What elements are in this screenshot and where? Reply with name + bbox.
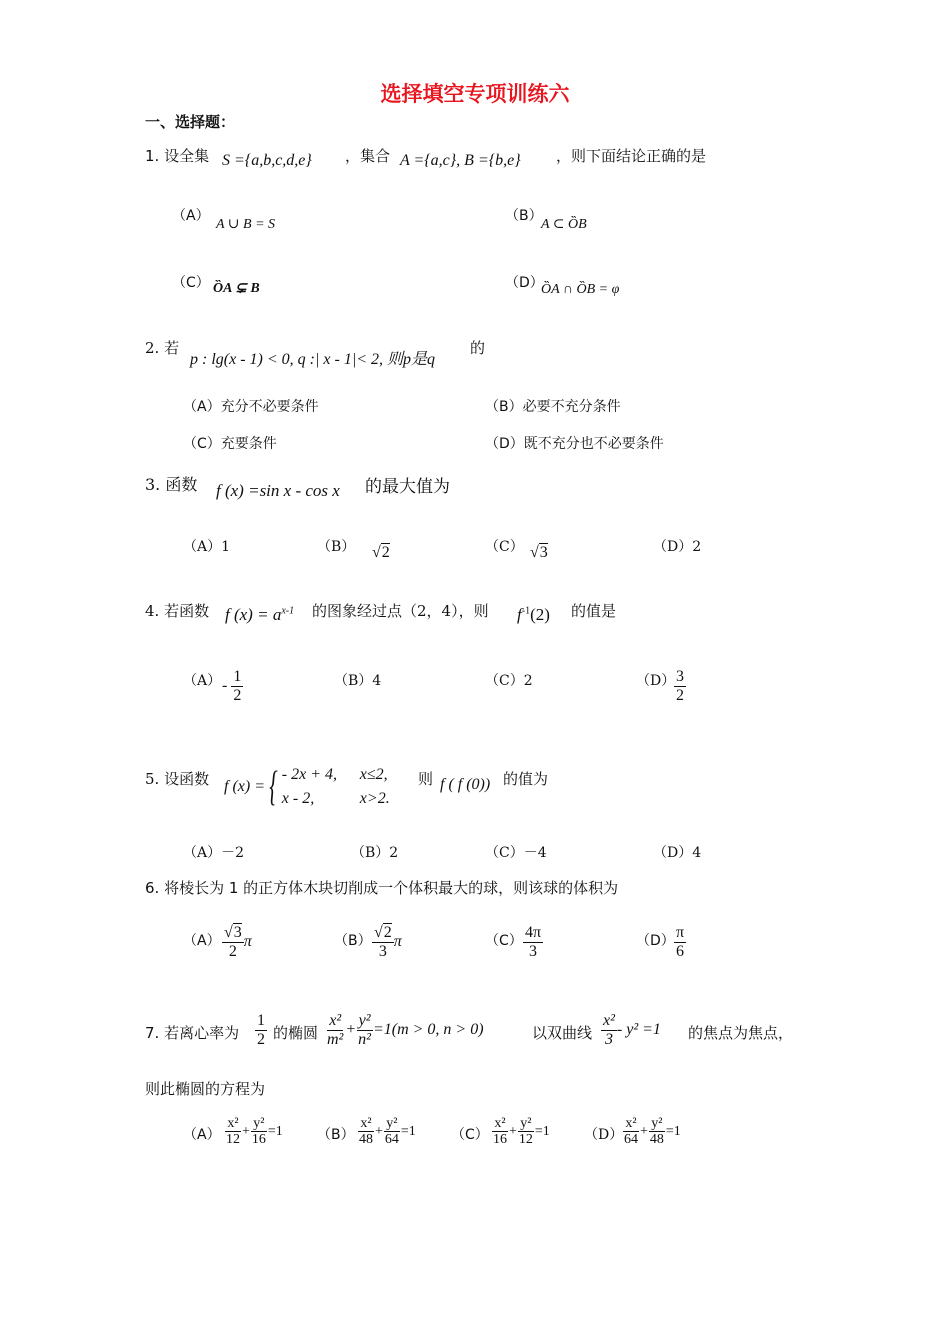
fraction: $\frac{\text{x²}}{3}$ <box>603 1012 615 1048</box>
q6-option-a-label: （A） <box>183 933 221 949</box>
q1-option-d: ȌA ∩ ȌB = φ <box>541 282 620 297</box>
q5-post: 的值为 <box>503 770 549 788</box>
q3-option-a: （A）1 <box>183 539 231 555</box>
q6-option-d <box>674 924 686 960</box>
fraction: $\frac{\pi}{6}$ <box>676 924 685 960</box>
fraction: $\frac{√2}{3}$ <box>374 924 392 960</box>
q1-option-b: A ⊂ ȌB <box>541 217 587 232</box>
q7-option-d-label: （D） <box>584 1127 624 1143</box>
cases: - 2x + 4, x≤2, x - 2, x>2. <box>281 766 390 807</box>
q7-option-b: $\frac{\text{x²}}{48}$ + $\frac{\text{y²}}{64}$ =1 <box>359 1116 416 1148</box>
fraction: $\frac{1}{2}$ <box>257 1012 265 1048</box>
q7-eccentricity <box>255 1012 267 1048</box>
fraction: $\frac{\text{y²}}{\text{n²}}$ <box>358 1012 371 1048</box>
q2-num: 2. 若 <box>145 339 180 357</box>
q7-option-a: $\frac{\text{x²}}{12}$ + $\frac{\text{y²}}{16}$ =1 <box>226 1116 283 1148</box>
q4-option-a: - $\frac{1}{2}$ <box>222 668 242 704</box>
q3-math: f (x) =sin x - cos x <box>216 481 340 500</box>
q3-option-d: （D）2 <box>653 539 702 555</box>
q1-post: ，则下面结论正确的是 <box>556 147 707 165</box>
q2-option-b: （B）必要不充分条件 <box>485 399 621 415</box>
q4-option-d-label: （D） <box>636 673 676 689</box>
q5-option-d: （D）4 <box>653 845 702 861</box>
q4-mid: 的图象经过点（2，4），则 <box>312 602 489 620</box>
q7-ellipse: $\frac{\text{x²}}{\text{m²}}$ + $\frac{\text{y²}}{\text{n²}}$ =1(m > 0, n > 0) <box>327 1012 484 1048</box>
fraction: $\frac{\text{x²}}{16}$ <box>493 1116 507 1148</box>
q1-option-c-label: （C） <box>172 275 210 291</box>
q4-num: 4. 若函数 <box>145 602 210 620</box>
q6-option-c-label: （C） <box>485 933 523 949</box>
fraction: $\frac{\text{x²}}{64}$ <box>624 1116 638 1148</box>
section-heading: 一、选择题： <box>145 113 236 131</box>
fraction: $\frac{\text{y²}}{16}$ <box>251 1116 266 1148</box>
q5-option-b: （B）2 <box>351 845 399 861</box>
q5-expr: f ( f (0)) <box>440 776 491 793</box>
q4-inverse: $f^{-1}(2)$ <box>517 605 550 624</box>
fraction: $\frac{\text{y²}}{48}$ <box>649 1116 664 1148</box>
q7-option-c-label: （C） <box>451 1127 489 1143</box>
sqrt-symbol: √3 <box>530 544 548 561</box>
q3-option-c-label: （C） <box>485 539 524 555</box>
q2-option-d: （D）既不充分也不必要条件 <box>485 436 664 452</box>
q6-option-c <box>523 924 543 960</box>
fraction: $\frac{\text{x²}}{48}$ <box>359 1116 373 1148</box>
sqrt-symbol: √2 <box>372 544 390 561</box>
q7-option-a-label: （A） <box>183 1127 221 1143</box>
q7-hyperbola: $\frac{\text{x²}}{3}$ - y² =1 <box>603 1012 661 1048</box>
q4-option-d <box>674 668 686 704</box>
q5-mid: 则 <box>418 770 434 788</box>
q1-text: 1. 设全集 <box>145 147 210 165</box>
q4-post: 的值是 <box>571 602 617 620</box>
q1-option-b-label: （B） <box>505 208 543 224</box>
fraction: $\frac{\text{y²}}{64}$ <box>384 1116 399 1148</box>
q6-option-d-label: （D） <box>636 933 675 949</box>
q1-option-d-label: （D） <box>505 275 544 291</box>
q3-num: 3. 函数 <box>145 475 198 494</box>
q7-num: 7. 若离心率为 <box>145 1024 240 1042</box>
q1-set-s: S ={a,b,c,d,e} <box>222 152 312 169</box>
q5-num: 5. 设函数 <box>145 770 210 788</box>
q4-option-b: （B）4 <box>334 673 382 689</box>
q1-set-a: A ={a,c}, B ={b,e} <box>400 152 521 169</box>
q6-option-b: $\frac{√2}{3}$ π <box>374 924 402 960</box>
q7-mid2: 以双曲线 <box>532 1024 593 1042</box>
q3-option-b <box>372 544 390 562</box>
q5-option-a: （A）－2 <box>183 845 245 861</box>
q7-option-d: $\frac{\text{x²}}{64}$ + $\frac{\text{y²}}{48}$ =1 <box>624 1116 681 1148</box>
q7-post: 的焦点为焦点， <box>688 1024 794 1042</box>
fraction: $\frac{\text{x²}}{\text{m²}}$ <box>327 1012 344 1048</box>
q7-option-c: $\frac{\text{x²}}{16}$ + $\frac{\text{y²}}{12}$ =1 <box>493 1116 550 1148</box>
fraction: $\frac{\text{y²}}{12}$ <box>518 1116 533 1148</box>
q2-option-a: （A）充分不必要条件 <box>183 399 319 415</box>
q4-function: f $(x) = a^{x-1}$ <box>225 605 295 624</box>
q3-post: 的最大值为 <box>365 477 450 497</box>
q4-option-a-label: （A） <box>183 673 222 689</box>
q2-math: p : lg(x - 1) < 0, q :| x - 1|< 2, 则p是q <box>190 351 436 368</box>
page-title: 选择填空专项训练六 <box>380 82 570 106</box>
q7-mid1: 的椭圆 <box>273 1024 319 1042</box>
q6-option-b-label: （B） <box>334 933 372 949</box>
q3-option-c <box>530 544 548 562</box>
q7-option-b-label: （B） <box>317 1127 355 1143</box>
q1-option-c: ȌA ⊊ B <box>213 281 260 296</box>
q2-option-c: （C）充要条件 <box>183 436 277 452</box>
q7-line2: 则此椭圆的方程为 <box>145 1080 266 1098</box>
fraction: $\frac{\text{x²}}{12}$ <box>226 1116 240 1148</box>
q5-piecewise: f (x) ={ - 2x + 4, x≤2, x - 2, x>2. <box>224 764 390 810</box>
q1-option-a-label: （A） <box>172 208 210 224</box>
fraction: $\frac{1}{2}$ <box>233 668 242 704</box>
fraction: $\frac{4\pi}{3}$ <box>525 924 542 960</box>
q6-option-a: $\frac{√3}{2}$ π <box>224 924 252 960</box>
q5-option-c: （C）－4 <box>485 845 547 861</box>
q3-option-b-label: （B） <box>317 539 356 555</box>
q1-mid: ，集合 <box>345 147 391 165</box>
q4-option-c: （C）2 <box>485 673 533 689</box>
fraction: $\frac{√3}{2}$ <box>224 924 242 960</box>
fraction: $\frac{3}{2}$ <box>676 668 684 704</box>
brace-symbol: { <box>269 764 278 810</box>
q1-option-a: A ∪ B = S <box>216 217 276 232</box>
q2-post: 的 <box>470 339 486 357</box>
q6-text: 6. 将棱长为 1 的正方体木块切削成一个体积最大的球，则该球的体积为 <box>145 879 619 897</box>
